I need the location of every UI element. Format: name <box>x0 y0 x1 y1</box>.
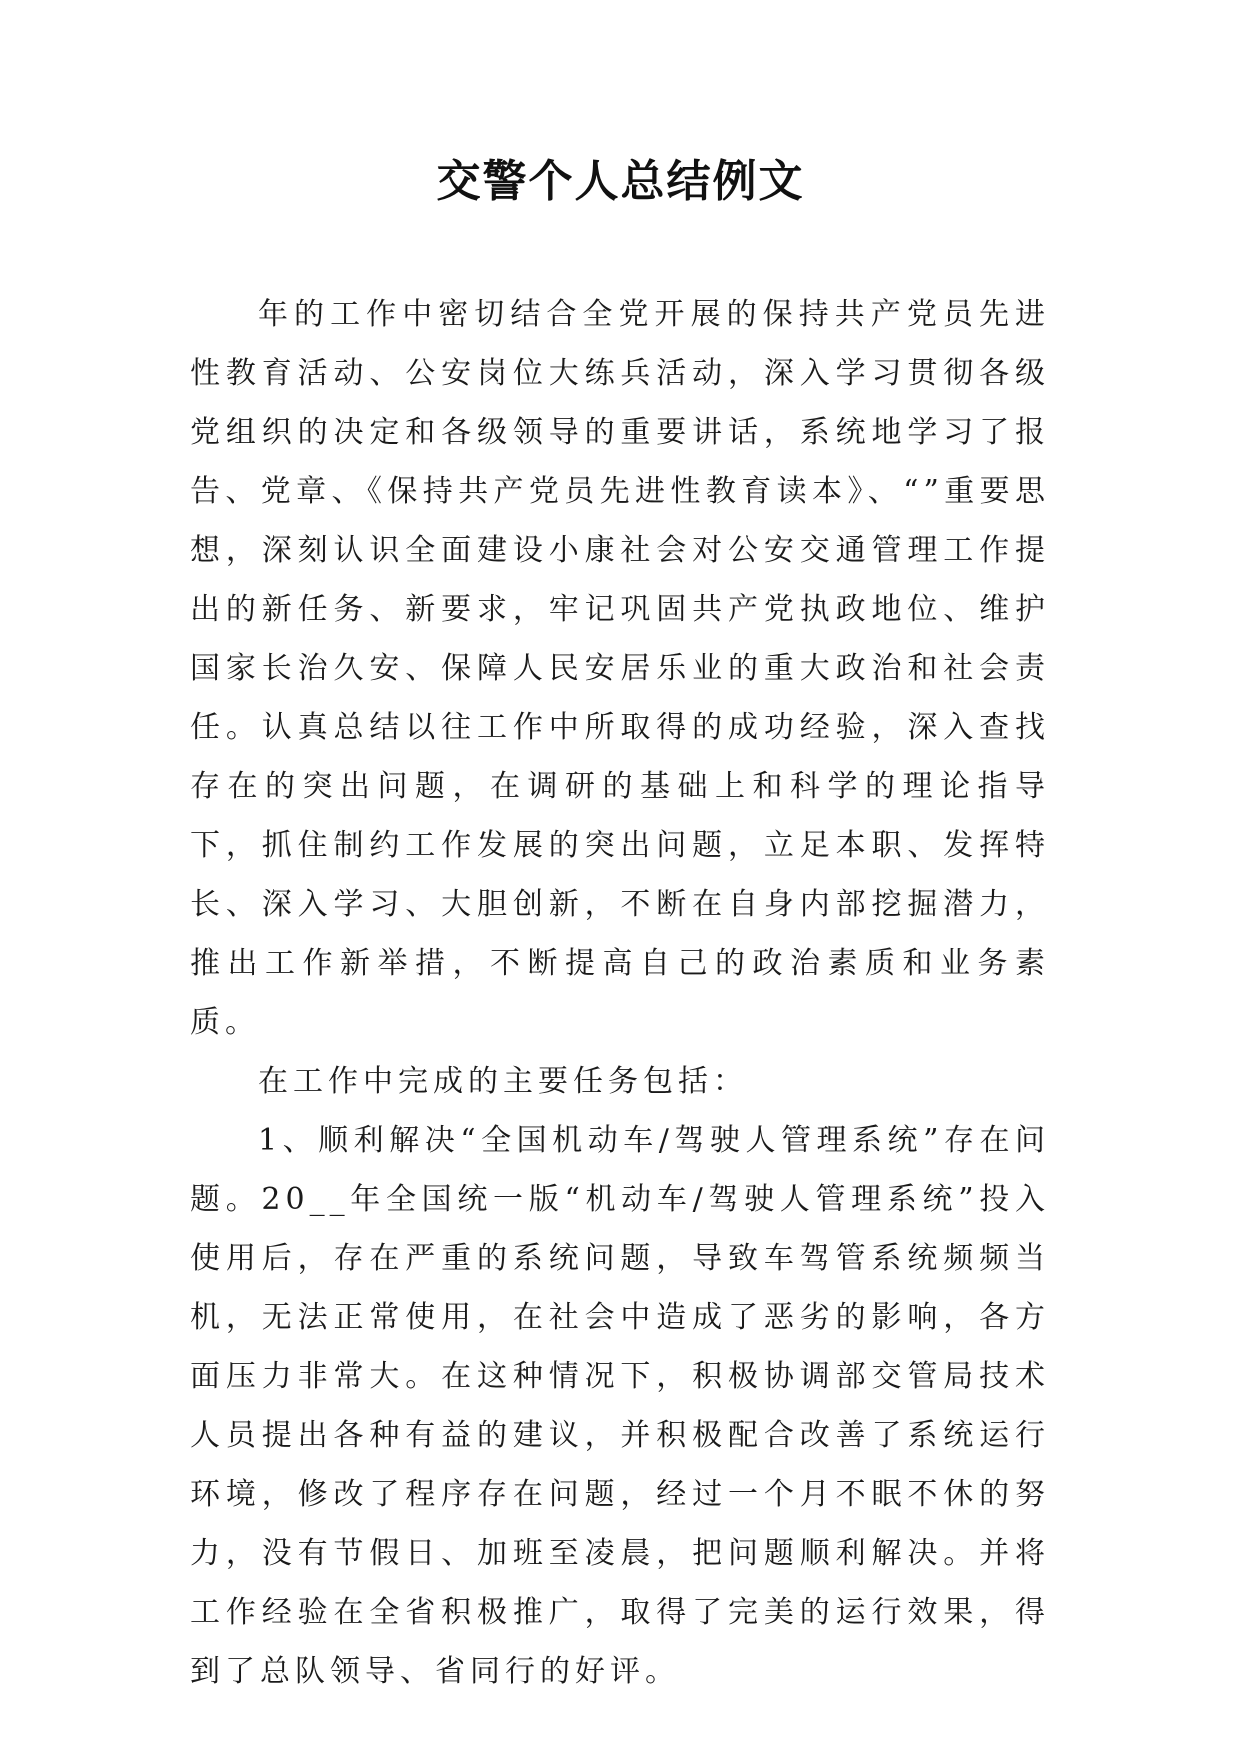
document-body <box>190 285 1050 1701</box>
paragraph-task-1: 1、顺利解决“全国机动车/驾驶人管理系统”存在问题。20__年全国统一版“机动车/驾驶人管理系统”投入使用后，存在严重的系统问题，导致车驾管系统频频当机，无法正常使用，在社会中造成了恶劣的影响，各方面压力非常大。在这种情况下，积极协调部交管局技术人员提出各种有益的建议，并积极配合改善了系统运行环境，修改了程序存在问题，经过一个月不眠不休的努力，没有节假日、加班至凌晨，把问题顺利解决。并将工作经验在全省积极推广，取得了完美的运行效果，得到了总队领导、省同行的好评。 <box>190 1123 1050 1689</box>
paragraph-tasks-heading: 在工作中完成的主要任务包括： <box>258 1064 748 1099</box>
document-title: 交警个人总结例文 <box>436 156 805 207</box>
paragraph-intro: 年的工作中密切结合全党开展的保持共产党员先进性教育活动、公安岗位大练兵活动，深入学习贯彻各级党组织的决定和各级领导的重要讲话，系统地学习了报告、党章、《保持共产党员先进性教育读本》、“”重要思想，深刻认识全面建设小康社会对公安交通管理工作提出的新任务、新要求，牢记巩固共产党执政地位、维护国家长治久安、保障人民安居乐业的重大政治和社会责任。认真总结以往工作中所取得的成功经验，深入查找存在的突出问题，在调研的基础上和科学的理论指导下，抓住制约工作发展的突出问题，立足本职、发挥特长、深入学习、大胆创新，不断在自身内部挖掘潜力，推出工作新举措，不断提高自己的政治素质和业务素质。 <box>190 297 1050 1040</box>
